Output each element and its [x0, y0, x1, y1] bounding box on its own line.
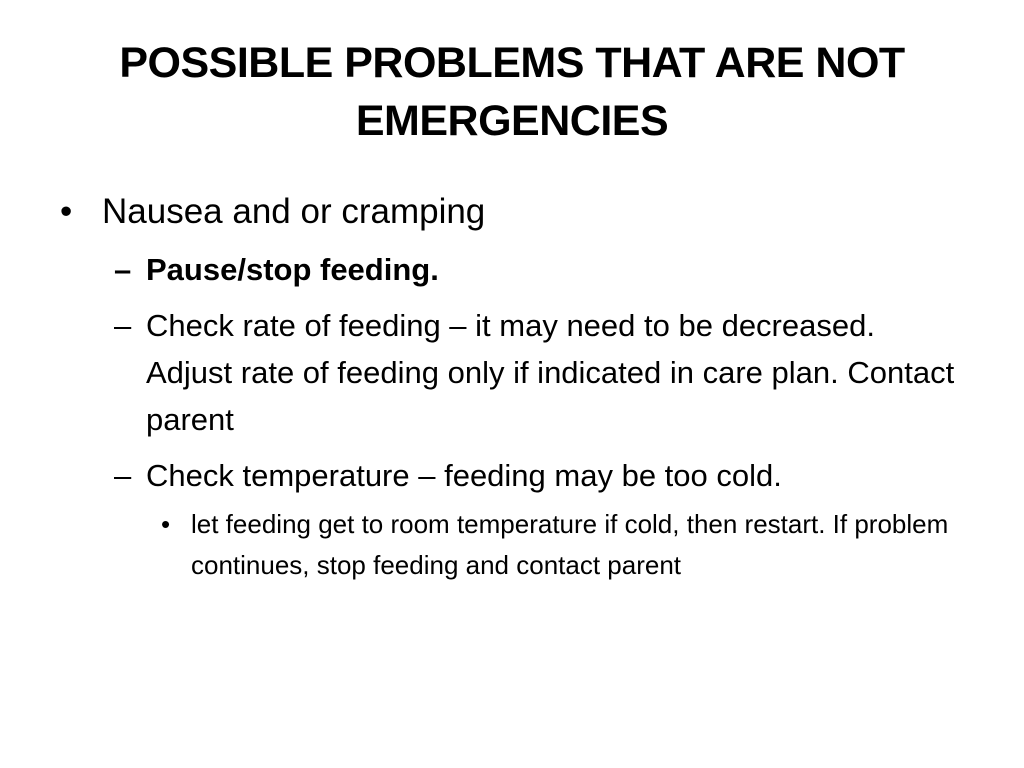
- sub-list-item: [60, 246, 960, 293]
- bullet-icon: •: [60, 192, 73, 231]
- sub-list-item-text: Check rate of feeding – it may need to be decreased. Adjust rate of feeding only if indicated in care plan. Contact parent: [146, 308, 955, 437]
- sub-list-item-text: Pause/stop feeding.: [146, 252, 439, 287]
- dash-icon: –: [114, 458, 132, 493]
- sub-list-item: [60, 452, 960, 499]
- sub-list-item-text: Check temperature – feeding may be too cold.: [146, 458, 782, 493]
- list-item-text: Nausea and or cramping: [102, 192, 486, 231]
- sub-sub-list-item: [60, 504, 960, 586]
- sub-list-item: [60, 302, 960, 443]
- dash-icon: –: [114, 308, 132, 343]
- list-item: [60, 188, 960, 236]
- slide-body: [60, 188, 960, 586]
- bullet-icon: •: [161, 509, 171, 539]
- sub-sub-list-item-text: let feeding get to room temperature if cold, then restart. If problem continues, stop feeding and contact parent: [191, 509, 949, 580]
- slide-title: POSSIBLE PROBLEMS THAT ARE NOT EMERGENCIES: [119, 39, 905, 145]
- dash-icon: –: [114, 252, 132, 287]
